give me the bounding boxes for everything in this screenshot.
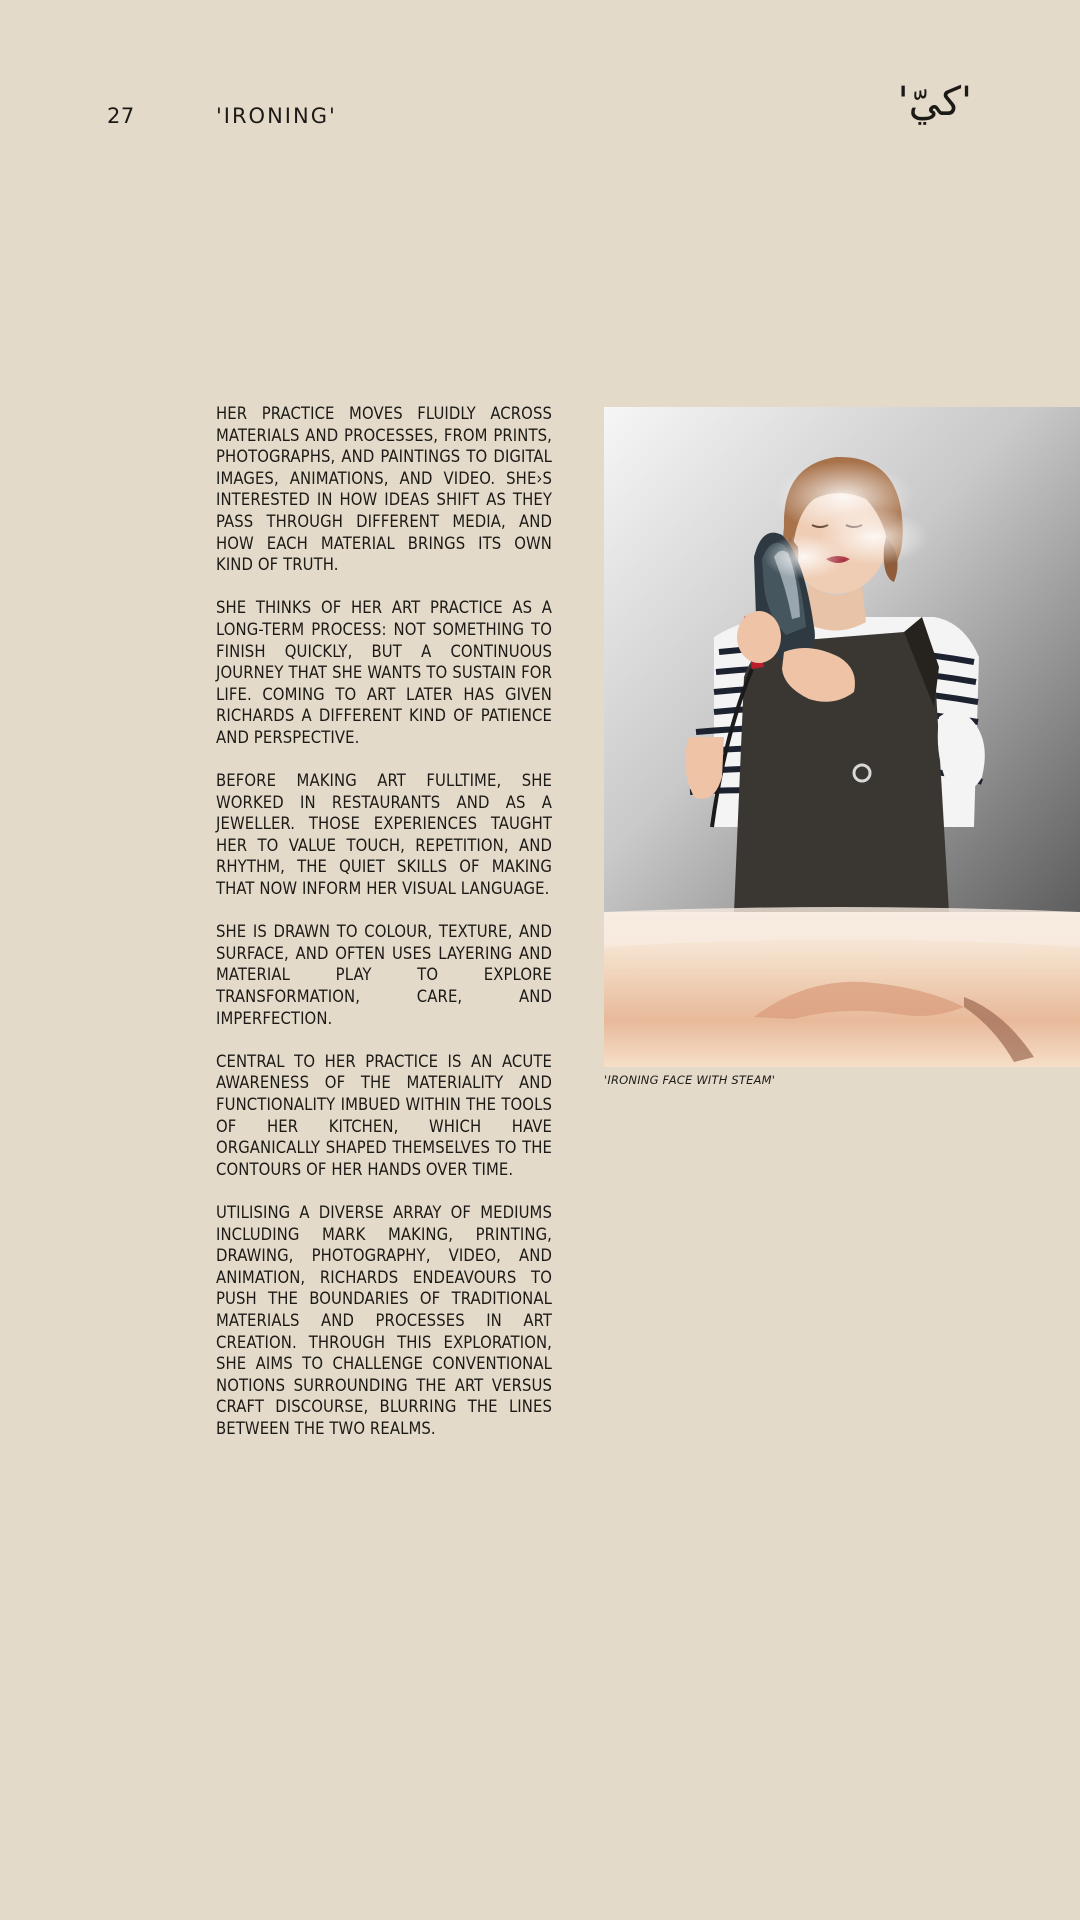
paragraph-6: UTILISING A DIVERSE ARRAY OF MEDIUMS INCLUDING MARK MAKING, PRINTING, DRAWING, PHOTOGRAPHY, VIDEO, AND ANIMATION, RICHARDS ENDEAVOURS TO PUSH THE BOUNDARIES OF TRADITIONAL MATERIALS AND PROCESSES IN ART CREATION. THROUGH THIS EXPLORATION, SHE AIMS TO CHALLENGE CONVENTIONAL NOTIONS SURROUNDING THE ART VERSUS CRAFT DISCOURSE, BLURRING THE LINES BETWEEN THE TWO REALMS. (216, 1202, 552, 1438)
body-copy (216, 403, 552, 1461)
paragraph-3: BEFORE MAKING ART FULLTIME, SHE WORKED IN RESTAURANTS AND AS A JEWELLER. THOSE EXPERIENCES TAUGHT HER TO VALUE TOUCH, REPETITION, AND RHYTHM, THE QUIET SKILLS OF MAKING THAT NOW INFORM HER VISUAL LANGUAGE. (216, 771, 552, 899)
artwork-photo (604, 407, 1080, 1067)
arabic-title: 'كيّ' (897, 79, 972, 125)
paragraph-5: CENTRAL TO HER PRACTICE IS AN ACUTE AWARENESS OF THE MATERIALITY AND FUNCTIONALITY IMBUED WITHIN THE TOOLS OF HER KITCHEN, WHICH HAVE ORGANICALLY SHAPED THEMSELVES TO THE CONTOURS OF HER HANDS OVER TIME. (216, 1051, 552, 1179)
paragraph-4: SHE IS DRAWN TO COLOUR, TEXTURE, AND SURFACE, AND OFTEN USES LAYERING AND MATERIAL PLAY TO EXPLORE TRANSFORMATION, CARE, AND IMPERFECTION. (216, 922, 552, 1028)
artwork-illustration (604, 407, 1080, 1067)
page-number: 27 (107, 104, 135, 128)
page-title: 'IRONING' (216, 104, 337, 128)
paragraph-1: HER PRACTICE MOVES FLUIDLY ACROSS MATERIALS AND PROCESSES, FROM PRINTS, PHOTOGRAPHS, AND PAINTINGS TO DIGITAL IMAGES, ANIMATIONS, AND VIDEO. SHE›S INTERESTED IN HOW IDEAS SHIFT AS THEY PASS THROUGH DIFFERENT MEDIA, AND HOW EACH MATERIAL BRINGS ITS OWN KIND OF TRUTH. (216, 404, 552, 575)
figure-caption: 'IRONING FACE WITH STEAM' (604, 1073, 776, 1087)
paragraph-2: SHE THINKS OF HER ART PRACTICE AS A LONG-TERM PROCESS: NOT SOMETHING TO FINISH QUICKLY, BUT A CONTINUOUS JOURNEY THAT SHE WANTS TO SUSTAIN FOR LIFE. COMING TO ART LATER HAS GIVEN RICHARDS A DIFFERENT KIND OF PATIENCE AND PERSPECTIVE. (216, 598, 552, 747)
